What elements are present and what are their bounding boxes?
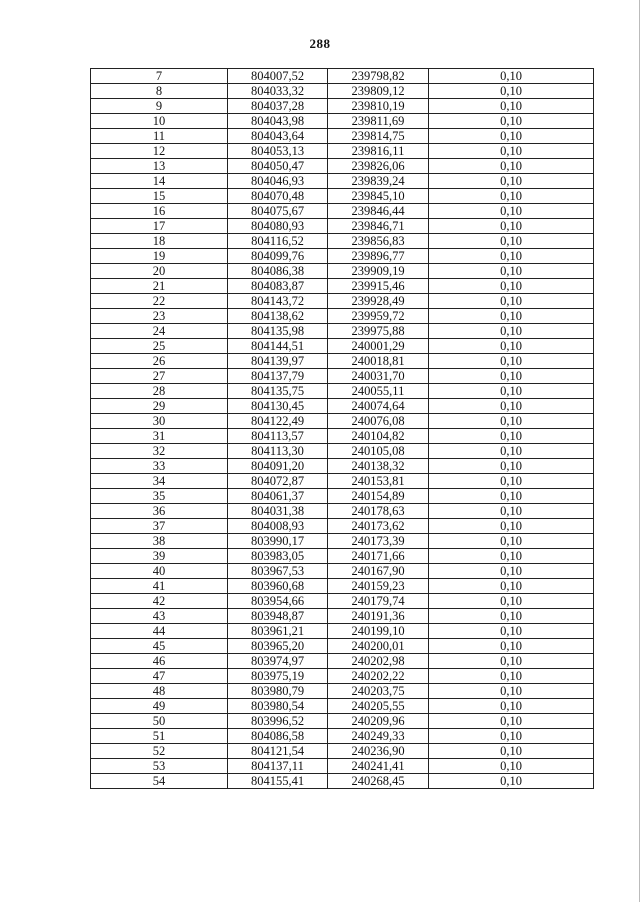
table-row: [91, 639, 594, 654]
y-coordinate-cell: 240179,74: [328, 594, 429, 609]
error-value-cell: 0,10: [429, 324, 594, 339]
x-coordinate-cell: 803954,66: [228, 594, 328, 609]
table-row: [91, 774, 594, 789]
table-row: [91, 279, 594, 294]
table-row: [91, 474, 594, 489]
point-number-cell: 40: [91, 564, 228, 579]
error-value-cell: 0,10: [429, 249, 594, 264]
y-coordinate-cell: 240241,41: [328, 759, 429, 774]
x-coordinate-cell: 804138,62: [228, 309, 328, 324]
x-coordinate-cell: 804113,57: [228, 429, 328, 444]
point-number-cell: 15: [91, 189, 228, 204]
error-value-cell: 0,10: [429, 294, 594, 309]
point-number-cell: 38: [91, 534, 228, 549]
y-coordinate-cell: 239909,19: [328, 264, 429, 279]
y-coordinate-cell: 240153,81: [328, 474, 429, 489]
x-coordinate-cell: 804007,52: [228, 69, 328, 84]
table-row: [91, 309, 594, 324]
error-value-cell: 0,10: [429, 339, 594, 354]
x-coordinate-cell: 803983,05: [228, 549, 328, 564]
y-coordinate-cell: 239959,72: [328, 309, 429, 324]
table-row: [91, 369, 594, 384]
point-number-cell: 36: [91, 504, 228, 519]
point-number-cell: 19: [91, 249, 228, 264]
y-coordinate-cell: 240173,39: [328, 534, 429, 549]
y-coordinate-cell: 240001,29: [328, 339, 429, 354]
table-row: [91, 549, 594, 564]
point-number-cell: 45: [91, 639, 228, 654]
error-value-cell: 0,10: [429, 564, 594, 579]
table-row: [91, 699, 594, 714]
y-coordinate-cell: 240167,90: [328, 564, 429, 579]
x-coordinate-cell: 803980,79: [228, 684, 328, 699]
point-number-cell: 23: [91, 309, 228, 324]
error-value-cell: 0,10: [429, 399, 594, 414]
y-coordinate-cell: 240178,63: [328, 504, 429, 519]
error-value-cell: 0,10: [429, 594, 594, 609]
table-row: [91, 459, 594, 474]
y-coordinate-cell: 239896,77: [328, 249, 429, 264]
point-number-cell: 44: [91, 624, 228, 639]
table-row: [91, 744, 594, 759]
point-number-cell: 10: [91, 114, 228, 129]
y-coordinate-cell: 239798,82: [328, 69, 429, 84]
point-number-cell: 21: [91, 279, 228, 294]
table-row: [91, 384, 594, 399]
point-number-cell: 32: [91, 444, 228, 459]
point-number-cell: 24: [91, 324, 228, 339]
y-coordinate-cell: 239826,06: [328, 159, 429, 174]
x-coordinate-cell: 804155,41: [228, 774, 328, 789]
x-coordinate-cell: 804091,20: [228, 459, 328, 474]
x-coordinate-cell: 803960,68: [228, 579, 328, 594]
y-coordinate-cell: 240199,10: [328, 624, 429, 639]
error-value-cell: 0,10: [429, 609, 594, 624]
point-number-cell: 41: [91, 579, 228, 594]
point-number-cell: 49: [91, 699, 228, 714]
point-number-cell: 16: [91, 204, 228, 219]
table-row: [91, 654, 594, 669]
table-row: [91, 354, 594, 369]
error-value-cell: 0,10: [429, 744, 594, 759]
y-coordinate-cell: 240055,11: [328, 384, 429, 399]
point-number-cell: 53: [91, 759, 228, 774]
x-coordinate-cell: 804139,97: [228, 354, 328, 369]
error-value-cell: 0,10: [429, 129, 594, 144]
error-value-cell: 0,10: [429, 459, 594, 474]
table-row: [91, 144, 594, 159]
y-coordinate-cell: 240031,70: [328, 369, 429, 384]
error-value-cell: 0,10: [429, 174, 594, 189]
table-row: [91, 69, 594, 84]
x-coordinate-cell: 804061,37: [228, 489, 328, 504]
table-row: [91, 159, 594, 174]
point-number-cell: 9: [91, 99, 228, 114]
y-coordinate-cell: 240200,01: [328, 639, 429, 654]
table-row: [91, 129, 594, 144]
error-value-cell: 0,10: [429, 159, 594, 174]
error-value-cell: 0,10: [429, 579, 594, 594]
point-number-cell: 18: [91, 234, 228, 249]
point-number-cell: 54: [91, 774, 228, 789]
table-row: [91, 84, 594, 99]
y-coordinate-cell: 240205,55: [328, 699, 429, 714]
table-row: [91, 624, 594, 639]
error-value-cell: 0,10: [429, 84, 594, 99]
x-coordinate-cell: 804086,58: [228, 729, 328, 744]
x-coordinate-cell: 803948,87: [228, 609, 328, 624]
y-coordinate-cell: 240159,23: [328, 579, 429, 594]
y-coordinate-cell: 240191,36: [328, 609, 429, 624]
y-coordinate-cell: 240138,32: [328, 459, 429, 474]
y-coordinate-cell: 240202,98: [328, 654, 429, 669]
x-coordinate-cell: 804075,67: [228, 204, 328, 219]
point-number-cell: 30: [91, 414, 228, 429]
y-coordinate-cell: 239856,83: [328, 234, 429, 249]
error-value-cell: 0,10: [429, 414, 594, 429]
error-value-cell: 0,10: [429, 519, 594, 534]
error-value-cell: 0,10: [429, 279, 594, 294]
table-row: [91, 264, 594, 279]
table-row: [91, 399, 594, 414]
error-value-cell: 0,10: [429, 624, 594, 639]
table-row: [91, 219, 594, 234]
error-value-cell: 0,10: [429, 99, 594, 114]
y-coordinate-cell: 239846,71: [328, 219, 429, 234]
error-value-cell: 0,10: [429, 69, 594, 84]
error-value-cell: 0,10: [429, 549, 594, 564]
y-coordinate-cell: 239809,12: [328, 84, 429, 99]
x-coordinate-cell: 804083,87: [228, 279, 328, 294]
error-value-cell: 0,10: [429, 429, 594, 444]
table-row: [91, 519, 594, 534]
y-coordinate-cell: 240173,62: [328, 519, 429, 534]
table-row: [91, 594, 594, 609]
y-coordinate-cell: 239839,24: [328, 174, 429, 189]
y-coordinate-cell: 240076,08: [328, 414, 429, 429]
table-row: [91, 504, 594, 519]
error-value-cell: 0,10: [429, 534, 594, 549]
x-coordinate-cell: 804043,64: [228, 129, 328, 144]
error-value-cell: 0,10: [429, 369, 594, 384]
error-value-cell: 0,10: [429, 384, 594, 399]
point-number-cell: 39: [91, 549, 228, 564]
x-coordinate-cell: 803980,54: [228, 699, 328, 714]
coordinates-table-body: [91, 69, 594, 789]
table-row: [91, 669, 594, 684]
error-value-cell: 0,10: [429, 204, 594, 219]
x-coordinate-cell: 804121,54: [228, 744, 328, 759]
y-coordinate-cell: 239845,10: [328, 189, 429, 204]
y-coordinate-cell: 240105,08: [328, 444, 429, 459]
y-coordinate-cell: 239928,49: [328, 294, 429, 309]
table-row: [91, 249, 594, 264]
error-value-cell: 0,10: [429, 729, 594, 744]
y-coordinate-cell: 240018,81: [328, 354, 429, 369]
point-number-cell: 37: [91, 519, 228, 534]
error-value-cell: 0,10: [429, 144, 594, 159]
y-coordinate-cell: 240209,96: [328, 714, 429, 729]
error-value-cell: 0,10: [429, 774, 594, 789]
table-row: [91, 174, 594, 189]
x-coordinate-cell: 804072,87: [228, 474, 328, 489]
table-row: [91, 714, 594, 729]
point-number-cell: 33: [91, 459, 228, 474]
x-coordinate-cell: 804043,98: [228, 114, 328, 129]
x-coordinate-cell: 804130,45: [228, 399, 328, 414]
x-coordinate-cell: 804080,93: [228, 219, 328, 234]
x-coordinate-cell: 804135,75: [228, 384, 328, 399]
x-coordinate-cell: 804137,11: [228, 759, 328, 774]
x-coordinate-cell: 804046,93: [228, 174, 328, 189]
point-number-cell: 13: [91, 159, 228, 174]
error-value-cell: 0,10: [429, 504, 594, 519]
y-coordinate-cell: 240203,75: [328, 684, 429, 699]
error-value-cell: 0,10: [429, 714, 594, 729]
table-row: [91, 99, 594, 114]
x-coordinate-cell: 804050,47: [228, 159, 328, 174]
table-row: [91, 564, 594, 579]
x-coordinate-cell: 804116,52: [228, 234, 328, 249]
point-number-cell: 34: [91, 474, 228, 489]
x-coordinate-cell: 804099,76: [228, 249, 328, 264]
x-coordinate-cell: 803967,53: [228, 564, 328, 579]
table-row: [91, 729, 594, 744]
table-row: [91, 114, 594, 129]
x-coordinate-cell: 804037,28: [228, 99, 328, 114]
point-number-cell: 35: [91, 489, 228, 504]
table-row: [91, 234, 594, 249]
y-coordinate-cell: 239814,75: [328, 129, 429, 144]
table-row: [91, 294, 594, 309]
table-row: [91, 684, 594, 699]
y-coordinate-cell: 239810,19: [328, 99, 429, 114]
x-coordinate-cell: 804113,30: [228, 444, 328, 459]
error-value-cell: 0,10: [429, 474, 594, 489]
error-value-cell: 0,10: [429, 354, 594, 369]
x-coordinate-cell: 804008,93: [228, 519, 328, 534]
point-number-cell: 17: [91, 219, 228, 234]
error-value-cell: 0,10: [429, 699, 594, 714]
error-value-cell: 0,10: [429, 759, 594, 774]
page-number: 288: [309, 36, 331, 51]
y-coordinate-cell: 239811,69: [328, 114, 429, 129]
x-coordinate-cell: 803996,52: [228, 714, 328, 729]
coordinates-table: [90, 68, 594, 789]
y-coordinate-cell: 240268,45: [328, 774, 429, 789]
x-coordinate-cell: 803961,21: [228, 624, 328, 639]
table-row: [91, 429, 594, 444]
x-coordinate-cell: 804143,72: [228, 294, 328, 309]
table-row: [91, 444, 594, 459]
error-value-cell: 0,10: [429, 114, 594, 129]
y-coordinate-cell: 239975,88: [328, 324, 429, 339]
error-value-cell: 0,10: [429, 669, 594, 684]
x-coordinate-cell: 803990,17: [228, 534, 328, 549]
x-coordinate-cell: 804086,38: [228, 264, 328, 279]
error-value-cell: 0,10: [429, 654, 594, 669]
point-number-cell: 14: [91, 174, 228, 189]
x-coordinate-cell: 803965,20: [228, 639, 328, 654]
x-coordinate-cell: 804031,38: [228, 504, 328, 519]
y-coordinate-cell: 240074,64: [328, 399, 429, 414]
x-coordinate-cell: 804135,98: [228, 324, 328, 339]
y-coordinate-cell: 240202,22: [328, 669, 429, 684]
x-coordinate-cell: 803975,19: [228, 669, 328, 684]
error-value-cell: 0,10: [429, 219, 594, 234]
error-value-cell: 0,10: [429, 684, 594, 699]
error-value-cell: 0,10: [429, 444, 594, 459]
y-coordinate-cell: 240104,82: [328, 429, 429, 444]
point-number-cell: 11: [91, 129, 228, 144]
point-number-cell: 43: [91, 609, 228, 624]
point-number-cell: 25: [91, 339, 228, 354]
table-row: [91, 204, 594, 219]
error-value-cell: 0,10: [429, 234, 594, 249]
y-coordinate-cell: 240171,66: [328, 549, 429, 564]
point-number-cell: 7: [91, 69, 228, 84]
point-number-cell: 51: [91, 729, 228, 744]
point-number-cell: 8: [91, 84, 228, 99]
table-row: [91, 609, 594, 624]
x-coordinate-cell: 804033,32: [228, 84, 328, 99]
point-number-cell: 47: [91, 669, 228, 684]
table-row: [91, 489, 594, 504]
y-coordinate-cell: 239915,46: [328, 279, 429, 294]
point-number-cell: 27: [91, 369, 228, 384]
table-row: [91, 189, 594, 204]
point-number-cell: 50: [91, 714, 228, 729]
y-coordinate-cell: 239816,11: [328, 144, 429, 159]
point-number-cell: 26: [91, 354, 228, 369]
point-number-cell: 22: [91, 294, 228, 309]
point-number-cell: 29: [91, 399, 228, 414]
point-number-cell: 46: [91, 654, 228, 669]
x-coordinate-cell: 804137,79: [228, 369, 328, 384]
x-coordinate-cell: 804053,13: [228, 144, 328, 159]
x-coordinate-cell: 804144,51: [228, 339, 328, 354]
error-value-cell: 0,10: [429, 264, 594, 279]
table-row: [91, 579, 594, 594]
error-value-cell: 0,10: [429, 309, 594, 324]
y-coordinate-cell: 239846,44: [328, 204, 429, 219]
point-number-cell: 42: [91, 594, 228, 609]
point-number-cell: 48: [91, 684, 228, 699]
y-coordinate-cell: 240249,33: [328, 729, 429, 744]
error-value-cell: 0,10: [429, 189, 594, 204]
x-coordinate-cell: 804070,48: [228, 189, 328, 204]
point-number-cell: 20: [91, 264, 228, 279]
error-value-cell: 0,10: [429, 489, 594, 504]
table-row: [91, 339, 594, 354]
table-row: [91, 759, 594, 774]
table-row: [91, 414, 594, 429]
table-row: [91, 534, 594, 549]
y-coordinate-cell: 240236,90: [328, 744, 429, 759]
point-number-cell: 52: [91, 744, 228, 759]
x-coordinate-cell: 803974,97: [228, 654, 328, 669]
error-value-cell: 0,10: [429, 639, 594, 654]
point-number-cell: 28: [91, 384, 228, 399]
y-coordinate-cell: 240154,89: [328, 489, 429, 504]
x-coordinate-cell: 804122,49: [228, 414, 328, 429]
table-row: [91, 324, 594, 339]
point-number-cell: 12: [91, 144, 228, 159]
point-number-cell: 31: [91, 429, 228, 444]
